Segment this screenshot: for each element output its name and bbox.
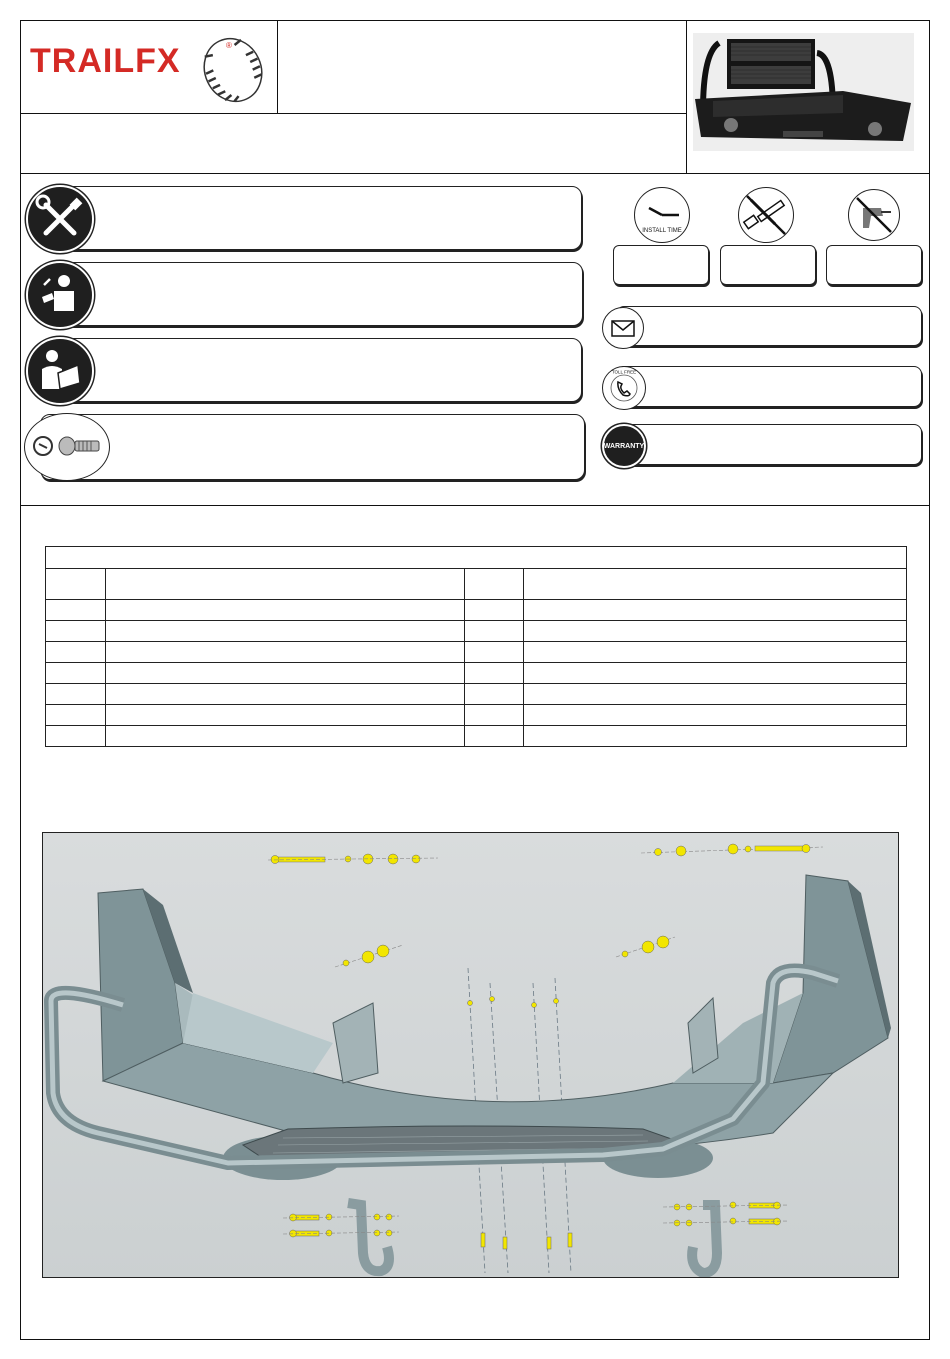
parts-cell: [106, 663, 465, 684]
parts-cell: [46, 600, 106, 621]
phone-badge-text: TOLL FREE: [611, 369, 637, 375]
parts-cell: [524, 726, 907, 747]
parts-cell: [106, 621, 465, 642]
logo-divider: [277, 20, 278, 113]
parts-cell: [465, 621, 524, 642]
parts-cell: [106, 726, 465, 747]
parts-cell: [465, 600, 524, 621]
drilling-box: [826, 245, 922, 285]
no-cutting-icon: [738, 187, 794, 243]
parts-cell: [46, 726, 106, 747]
parts-header-cell: [465, 569, 524, 600]
product-image: [693, 33, 914, 151]
parts-header-cell: [524, 569, 907, 600]
parts-cell: [465, 726, 524, 747]
table-row: [46, 621, 907, 642]
no-drilling-icon: [848, 189, 900, 241]
table-row: [46, 642, 907, 663]
instruction-row-tools: [40, 186, 582, 250]
parts-cell: [465, 663, 524, 684]
phone-row: [616, 366, 922, 407]
parts-cell: [106, 705, 465, 726]
parts-cell: [106, 684, 465, 705]
parts-cell: [46, 663, 106, 684]
parts-cell: [46, 642, 106, 663]
read-manual-icon: [26, 337, 94, 405]
parts-header-cell: [46, 569, 106, 600]
info-bottom-divider: [20, 505, 930, 506]
tow-hook-icon: [24, 413, 110, 481]
parts-cell: [465, 684, 524, 705]
email-icon: [602, 307, 644, 349]
header-divider: [20, 113, 686, 114]
install-time-icon: [634, 187, 690, 243]
instruction-row-manual: [40, 338, 582, 402]
parts-cell: [46, 684, 106, 705]
table-row: [46, 726, 907, 747]
parts-cell: [465, 642, 524, 663]
table-row: [46, 705, 907, 726]
parts-cell: [524, 684, 907, 705]
parts-cell: [524, 642, 907, 663]
image-divider: [686, 20, 687, 173]
install-time-label: INSTALL TIME: [642, 228, 682, 234]
parts-cell: [106, 600, 465, 621]
assembly-help-icon: [26, 261, 94, 329]
email-row: [616, 306, 922, 346]
parts-cell: [465, 705, 524, 726]
table-row: [46, 663, 907, 684]
warranty-label: WARRANTY: [603, 442, 645, 450]
parts-cell: [46, 621, 106, 642]
document-title: [285, 30, 680, 106]
warranty-row: [616, 424, 922, 465]
svg-text:®: ®: [226, 41, 232, 50]
parts-cell: [524, 705, 907, 726]
table-row: [46, 684, 907, 705]
install-time-box: [613, 245, 709, 285]
svg-text:TRAILFX: TRAILFX: [30, 42, 181, 80]
parts-header-cell: [106, 569, 465, 600]
parts-cell: [46, 705, 106, 726]
phone-icon: [602, 366, 646, 410]
tools-icon: [26, 185, 94, 253]
parts-table: [45, 546, 907, 747]
header-bottom-divider: [20, 173, 930, 174]
instruction-row-assembly: [40, 262, 583, 326]
cutting-box: [720, 245, 816, 285]
document-subtitle: [28, 120, 678, 168]
parts-cell: [524, 663, 907, 684]
parts-cell: [106, 642, 465, 663]
instruction-row-tow-hook: [40, 414, 585, 480]
parts-cell: [524, 600, 907, 621]
brand-logo: [28, 36, 268, 104]
parts-cell: [524, 621, 907, 642]
warranty-badge: [602, 424, 646, 468]
exploded-diagram: [42, 832, 899, 1278]
table-row: [46, 600, 907, 621]
parts-table-title: [46, 547, 907, 569]
